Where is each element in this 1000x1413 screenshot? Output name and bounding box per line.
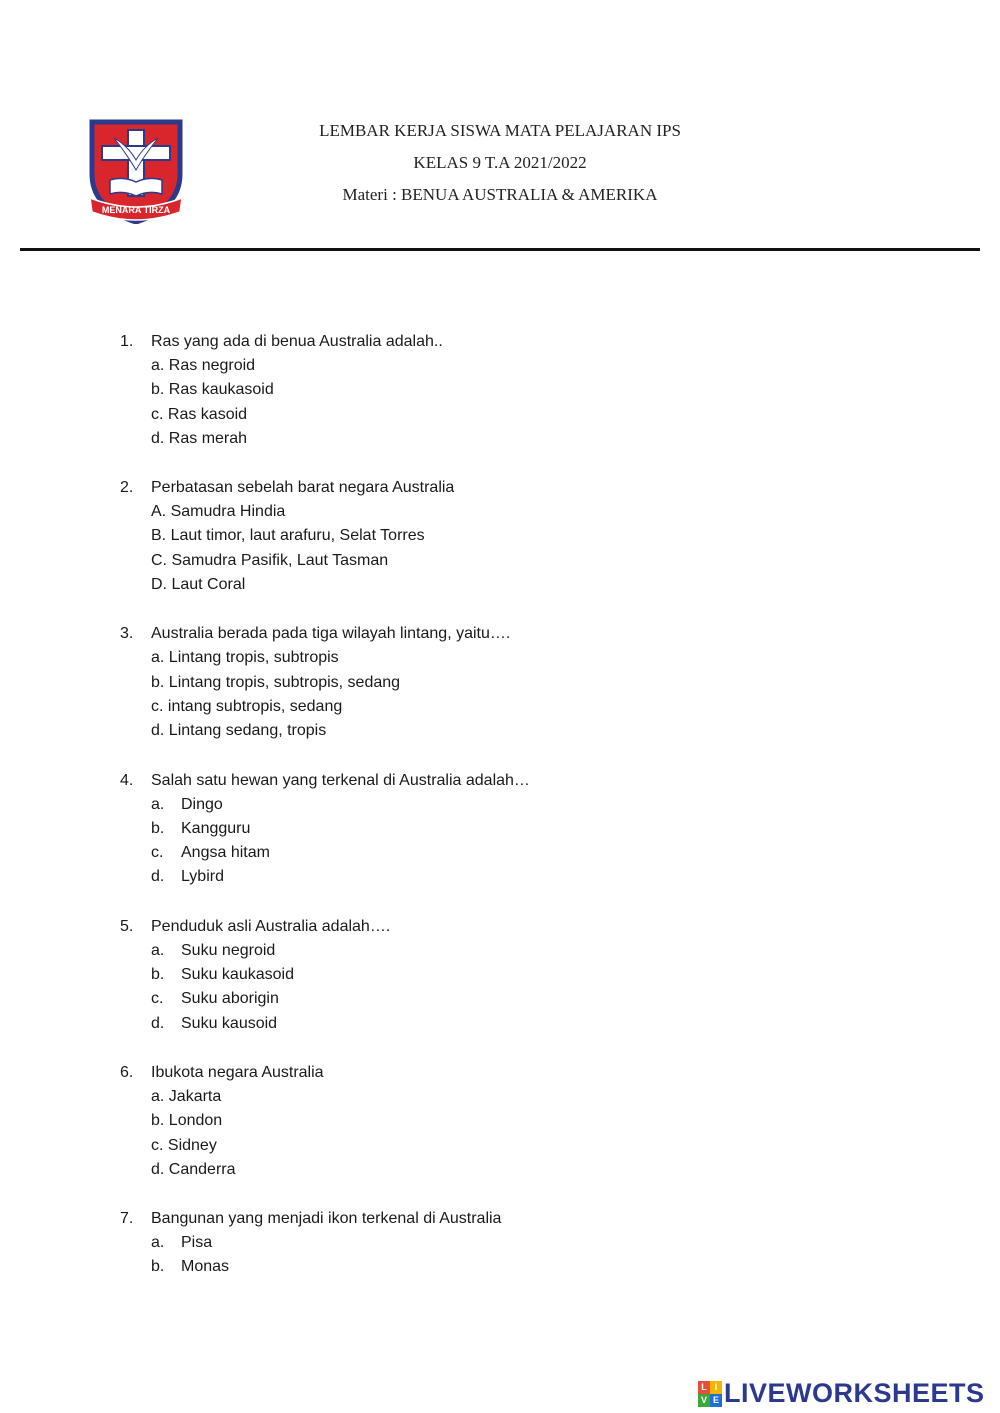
answer-option (151, 817, 880, 841)
school-logo (88, 116, 184, 224)
liveworksheets-icon-cell: I (710, 1381, 722, 1394)
option-text: Monas (181, 1258, 230, 1276)
answer-option (151, 378, 880, 402)
answer-option (151, 865, 880, 889)
option-text: d. Lintang sedang, tropis (151, 722, 327, 740)
option-text: Dingo (181, 795, 223, 813)
answer-option (151, 403, 880, 427)
option-text: Suku negroid (181, 941, 276, 959)
question-number: 1. (120, 333, 134, 350)
option-text: Suku kausoid (181, 1014, 278, 1032)
answer-option (151, 841, 880, 865)
liveworksheets-icon-cell: L (698, 1381, 710, 1394)
answer-option (151, 549, 880, 573)
question-7 (120, 1207, 880, 1280)
option-text: A. Samudra Hindia (151, 503, 286, 521)
question-text: Australia berada pada tiga wilayah lintang, yaitu…. (151, 625, 511, 643)
question-number: 4. (120, 771, 134, 789)
answer-option (151, 1158, 880, 1182)
question-text: Penduduk asli Australia adalah…. (151, 917, 391, 935)
option-letter: d. (151, 868, 165, 886)
option-text: C. Samudra Pasifik, Laut Tasman (151, 551, 389, 569)
answer-option (151, 939, 880, 963)
question-1 (120, 330, 880, 451)
option-text: b. London (151, 1112, 223, 1130)
option-text: a. Ras negroid (151, 357, 256, 374)
answer-option (151, 671, 880, 695)
option-text: Kangguru (181, 819, 251, 837)
option-letter: a. (151, 1234, 165, 1252)
answer-option (151, 646, 880, 670)
answer-option (151, 963, 880, 987)
question-2 (120, 476, 880, 597)
answer-option (151, 354, 880, 378)
option-text: c. Sidney (151, 1136, 217, 1154)
option-letter: a. (151, 795, 165, 813)
title-line-3: Materi : BENUA AUSTRALIA & AMERIKA (342, 185, 658, 204)
option-letter: b. (151, 819, 165, 837)
liveworksheets-logo (698, 1378, 985, 1409)
option-text: b. Lintang tropis, subtropis, sedang (151, 673, 401, 691)
answer-option (151, 1012, 880, 1036)
question-number: 3. (120, 625, 134, 643)
answer-option (151, 987, 880, 1011)
question-number: 2. (120, 479, 134, 497)
option-letter: d. (151, 1014, 165, 1032)
question-number: 7. (120, 1210, 134, 1228)
liveworksheets-icon-cell: E (710, 1394, 722, 1407)
answer-option (151, 524, 880, 548)
answer-option (151, 500, 880, 524)
option-letter: b. (151, 1258, 165, 1276)
question-text: Bangunan yang menjadi ikon terkenal di Australia (151, 1210, 502, 1228)
answer-option (151, 1109, 880, 1133)
answer-option (151, 695, 880, 719)
option-text: Suku aborigin (181, 990, 279, 1008)
question-5 (120, 915, 880, 1036)
liveworksheets-icon (698, 1381, 722, 1407)
question-4 (120, 769, 880, 890)
option-text: Angsa hitam (181, 844, 270, 862)
answer-option (151, 1085, 880, 1109)
answer-option (151, 427, 880, 451)
question-list (120, 330, 880, 1305)
option-text: Suku kaukasoid (181, 966, 294, 984)
option-letter: a. (151, 941, 165, 959)
question-number: 6. (120, 1063, 134, 1081)
question-text: Ibukota negara Australia (151, 1063, 324, 1081)
answer-option (151, 1231, 880, 1255)
option-text: B. Laut timor, laut arafuru, Selat Torres (151, 527, 425, 545)
option-text: D. Laut Coral (151, 576, 246, 594)
option-text: d. Canderra (151, 1160, 236, 1178)
question-number: 5. (120, 917, 134, 935)
title-line-2: KELAS 9 T.A 2021/2022 (413, 153, 587, 172)
question-6 (120, 1061, 880, 1182)
option-letter: c. (151, 844, 164, 862)
question-3 (120, 622, 880, 743)
title-line-1: LEMBAR KERJA SISWA MATA PELAJARAN IPS (319, 121, 681, 140)
answer-option (151, 1134, 880, 1158)
answer-option (151, 573, 880, 597)
answer-option (151, 719, 880, 743)
logo-text: MENARA TIRZA (101, 205, 171, 215)
option-letter: c. (151, 990, 164, 1008)
answer-option (151, 793, 880, 817)
question-text: Salah satu hewan yang terkenal di Australia adalah… (151, 771, 530, 789)
liveworksheets-icon-cell: V (698, 1394, 710, 1407)
option-text: Pisa (181, 1234, 213, 1252)
option-letter: b. (151, 966, 165, 984)
question-text: Perbatasan sebelah barat negara Australia (151, 479, 455, 497)
option-text: c. Ras kasoid (151, 405, 248, 423)
question-text: Ras yang ada di benua Australia adalah.. (151, 333, 443, 350)
answer-option (151, 1255, 880, 1279)
option-text: d. Ras merah (151, 429, 248, 447)
liveworksheets-brand: LIVEWORKSHEETS (724, 1378, 985, 1408)
option-text: b. Ras kaukasoid (151, 381, 274, 399)
option-text: Lybird (181, 868, 224, 886)
header-divider (20, 248, 980, 251)
option-text: a. Lintang tropis, subtropis (151, 649, 339, 667)
option-text: c. intang subtropis, sedang (151, 697, 343, 715)
option-text: a. Jakarta (151, 1087, 222, 1105)
